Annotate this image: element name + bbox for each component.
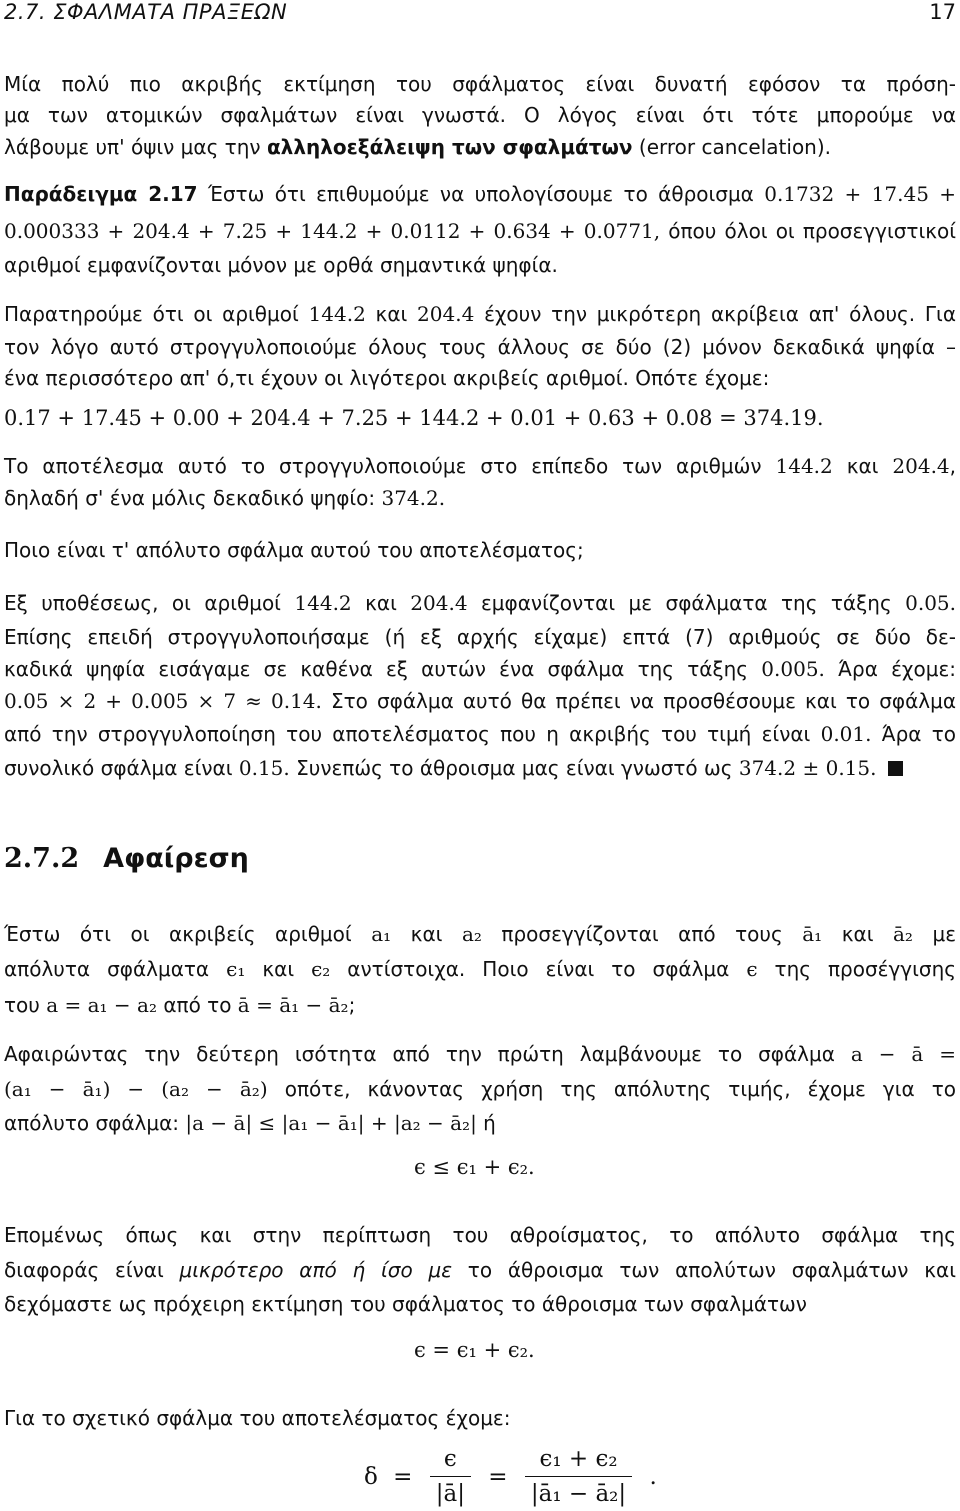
inequality-equation: ϵ ≤ ϵ₁ + ϵ₂. — [414, 1155, 535, 1179]
example-question: Ποιο είναι τ' απόλυτο σφάλμα αυτού του αποτελέσματος; — [4, 538, 584, 562]
body-text: ή — [476, 1111, 496, 1135]
example-line-3: αριθμοί εμφανίζονται μόνον με ορθά σημαντικά ψηφία. — [4, 253, 558, 277]
body-math: a₁ — [371, 922, 392, 946]
answer-text: και — [351, 591, 411, 615]
intro-text: λάβουμε υπ' όψιν μας την — [4, 135, 267, 159]
example-math: 0.000333 + 204.4 + 7.25 + 144.2 + 0.0112 + 0.634 + 0.0771, — [4, 219, 661, 243]
example-line-8 — [4, 484, 956, 512]
body-text: ; — [348, 993, 356, 1017]
example-text: έχουν την μικρότερη ακρίβεια απ' όλους. Για — [474, 302, 957, 326]
example-text: Παρατηρούμε ότι οι αριθμοί — [4, 302, 309, 326]
body-text: του — [4, 993, 47, 1017]
fraction-2-denominator: |ā₁ − ā₂| — [530, 1481, 627, 1507]
example-math: 204.4 — [417, 302, 475, 326]
body-text: και — [822, 922, 893, 946]
example-line-2 — [4, 217, 956, 245]
example-math: 204.4 — [892, 454, 950, 478]
answer-math: 374.2 ± 0.15. — [738, 756, 877, 780]
rel-lhs: δ — [364, 1463, 378, 1490]
fraction-1-numerator: ϵ — [430, 1442, 471, 1477]
body-math: |a − ā| ≤ |a₁ − ā₁| + |a₂ − ā₂| — [185, 1111, 477, 1135]
fraction-1 — [430, 1442, 471, 1511]
subtraction-p1-line-3 — [4, 991, 956, 1019]
subtraction-p1-line-1 — [4, 920, 956, 948]
running-header — [4, 0, 956, 30]
section-number: 2.7.2 — [4, 843, 80, 874]
qed-square-icon — [888, 761, 903, 776]
body-math: ā₁ — [802, 922, 823, 946]
example-text: δηλαδή σ' ένα μόλις δεκαδικό ψηφίο: — [4, 486, 382, 510]
body-math: ā₂ — [893, 922, 913, 946]
body-math: a − ā = — [850, 1042, 957, 1066]
example-label: Παράδειγμα 2.17 — [4, 182, 198, 206]
answer-line-4 — [4, 687, 956, 715]
body-text: διαφοράς είναι — [4, 1258, 180, 1282]
intro-text: (error cancelation). — [632, 135, 832, 159]
example-text: Έστω ότι επιθυμούμε να υπολογίσουμε το άθροισμα — [207, 182, 754, 206]
answer-text: καδικά ψηφία εισάγαμε σε καθένα εξ αυτών ένα σφάλμα της τάξης — [4, 657, 762, 681]
subtraction-p2-line-1 — [4, 1040, 956, 1068]
answer-line-3 — [4, 655, 956, 683]
body-text: Έστω ότι οι ακριβείς αριθμοί — [4, 922, 372, 946]
body-math: ϵ — [746, 957, 758, 981]
example-line-5: τον λόγο αυτό στρογγυλοποιούμε όλους τους άλλους σε δύο (2) μόνον δεκαδικά ψηφία – — [4, 335, 956, 359]
section-heading — [4, 843, 249, 874]
example-text: και — [365, 302, 418, 326]
body-text: με — [912, 922, 957, 946]
answer-line-5 — [4, 720, 956, 748]
answer-math: 0.15. — [238, 756, 290, 780]
subtraction-p2-line-2 — [4, 1075, 956, 1103]
example-math: 0.1732 + 17.45 + — [764, 182, 957, 206]
intro-line-3 — [4, 133, 956, 161]
body-text: της προσέγγισης — [757, 957, 956, 981]
body-text: απόλυτα σφάλματα — [4, 957, 227, 981]
body-text: Αφαιρώντας την δεύτερη ισότητα από την πρώτη λαμβάνουμε το σφάλμα — [4, 1042, 851, 1066]
body-text: οπότε, κάνοντας χρήση της απόλυτης τιμής, έχομε για το — [267, 1077, 956, 1101]
body-text: το άθροισμα των απολύτων σφαλμάτων και — [452, 1258, 956, 1282]
example-line-6: ένα περισσότερο απ' ό,τι έχουν οι λιγότεροι ακριβείς αριθμοί. Οπότε έχομε: — [4, 366, 770, 390]
answer-line-1 — [4, 589, 956, 617]
subtraction-p3-line-2 — [4, 1256, 956, 1284]
body-text: από το — [156, 993, 238, 1017]
body-math: ā = ā₁ − ā₂ — [237, 993, 349, 1017]
subtraction-p4: Για το σχετικό σφάλμα του αποτελέσματος έχομε: — [4, 1406, 511, 1430]
example-text: , — [949, 454, 957, 478]
answer-text: από την στρογγυλοποίηση του αποτελέσματος που η ακριβής του τιμή είναι — [4, 722, 821, 746]
answer-math: 0.01. — [820, 722, 872, 746]
rounded-sum-equation: 0.17 + 17.45 + 0.00 + 204.4 + 7.25 + 144.2 + 0.01 + 0.63 + 0.08 = 374.19. — [4, 406, 824, 430]
fraction-1-denominator: |ā| — [435, 1481, 465, 1507]
answer-text: Εξ υποθέσεως, οι αριθμοί — [4, 591, 295, 615]
answer-text: Στο σφάλμα αυτό θα πρέπει να προσθέσουμε και το σφάλμα — [321, 689, 957, 713]
body-text: και — [245, 957, 312, 981]
example-math: 144.2 — [308, 302, 366, 326]
answer-text: συνολικό σφάλμα είναι — [4, 756, 239, 780]
header-page-number: 17 — [929, 0, 956, 24]
estimate-equation: ϵ = ϵ₁ + ϵ₂. — [414, 1338, 535, 1362]
emphasis-text: μικρότερο από ή ίσο με — [179, 1258, 453, 1282]
body-text: απόλυτο σφάλμα: — [4, 1111, 186, 1135]
example-line-7 — [4, 452, 956, 480]
body-math: (a₁ − ā₁) − (a₂ − ā₂) — [4, 1077, 268, 1101]
subtraction-p1-line-2 — [4, 955, 956, 983]
answer-math: 144.2 — [294, 591, 352, 615]
intro-line-1: Μία πολύ πιο ακριβής εκτίμηση του σφάλματος είναι δυνατή εφόσον τα πρόση- — [4, 72, 956, 96]
answer-text: Άρα το — [871, 722, 957, 746]
rel-end: . — [649, 1463, 657, 1490]
example-math: 374.2. — [381, 486, 446, 510]
body-text: προσεγγίζονται από τους — [481, 922, 803, 946]
answer-text: Άρα έχομε: — [824, 657, 956, 681]
example-math: 144.2 — [775, 454, 833, 478]
example-text: Το αποτέλεσμα αυτό το στρογγυλοποιούμε στο επίπεδο των αριθμών — [4, 454, 776, 478]
body-math: ϵ₂ — [311, 957, 331, 981]
example-text: όπου όλοι οι προσεγγιστικοί — [668, 219, 957, 243]
rel-eq-1: = — [393, 1463, 413, 1490]
header-section-title: 2.7. ΣΦΑΛΜΑΤΑ ΠΡΑΞΕΩΝ — [4, 0, 288, 24]
answer-math: 0.05 × 2 + 0.005 × 7 ≈ 0.14. — [4, 689, 322, 713]
intro-line-2: μα των ατομικών σφαλμάτων είναι γνωστά. Ο λόγος είναι ότι τότε μπορούμε να — [4, 103, 956, 127]
answer-line-2: Επίσης επειδή στρογγυλοποιήσαμε (ή εξ αρχής είχαμε) επτά (7) αριθμούς σε δύο δε- — [4, 625, 956, 649]
answer-math: 204.4 — [410, 591, 468, 615]
answer-text: εμφανίζονται με σφάλματα της τάξης — [467, 591, 906, 615]
fraction-2-numerator: ϵ₁ + ϵ₂ — [525, 1442, 632, 1477]
example-line-4 — [4, 300, 956, 328]
body-text: αντίστοιχα. Ποιο είναι το σφάλμα — [330, 957, 747, 981]
answer-line-6 — [4, 754, 956, 782]
rel-eq-2: = — [488, 1463, 508, 1490]
error-cancelation-term: αλληλοεξάλειψη των σφαλμάτων — [266, 135, 633, 159]
fraction-2 — [525, 1442, 632, 1511]
section-title: Αφαίρεση — [103, 843, 249, 874]
subtraction-p3-line-1: Επομένως όπως και στην περίπτωση του αθροίσματος, το απόλυτο σφάλμα της — [4, 1223, 956, 1247]
body-math: a₂ — [461, 922, 482, 946]
answer-text: Συνεπώς το άθροισμα μας είναι γνωστό ως — [289, 756, 739, 780]
example-line-1 — [4, 180, 956, 208]
body-math: ϵ₁ — [226, 957, 246, 981]
body-text: και — [391, 922, 462, 946]
subtraction-p3-line-3: δεχόμαστε ως πρόχειρη εκτίμηση του σφάλματος το άθροισμα των σφαλμάτων — [4, 1292, 807, 1316]
example-text: και — [832, 454, 893, 478]
relative-error-formula — [360, 1442, 661, 1511]
body-math: a = a₁ − a₂ — [46, 993, 157, 1017]
subtraction-p2-line-3 — [4, 1109, 956, 1137]
answer-math: 0.05. — [905, 591, 957, 615]
answer-math: 0.005. — [761, 657, 825, 681]
